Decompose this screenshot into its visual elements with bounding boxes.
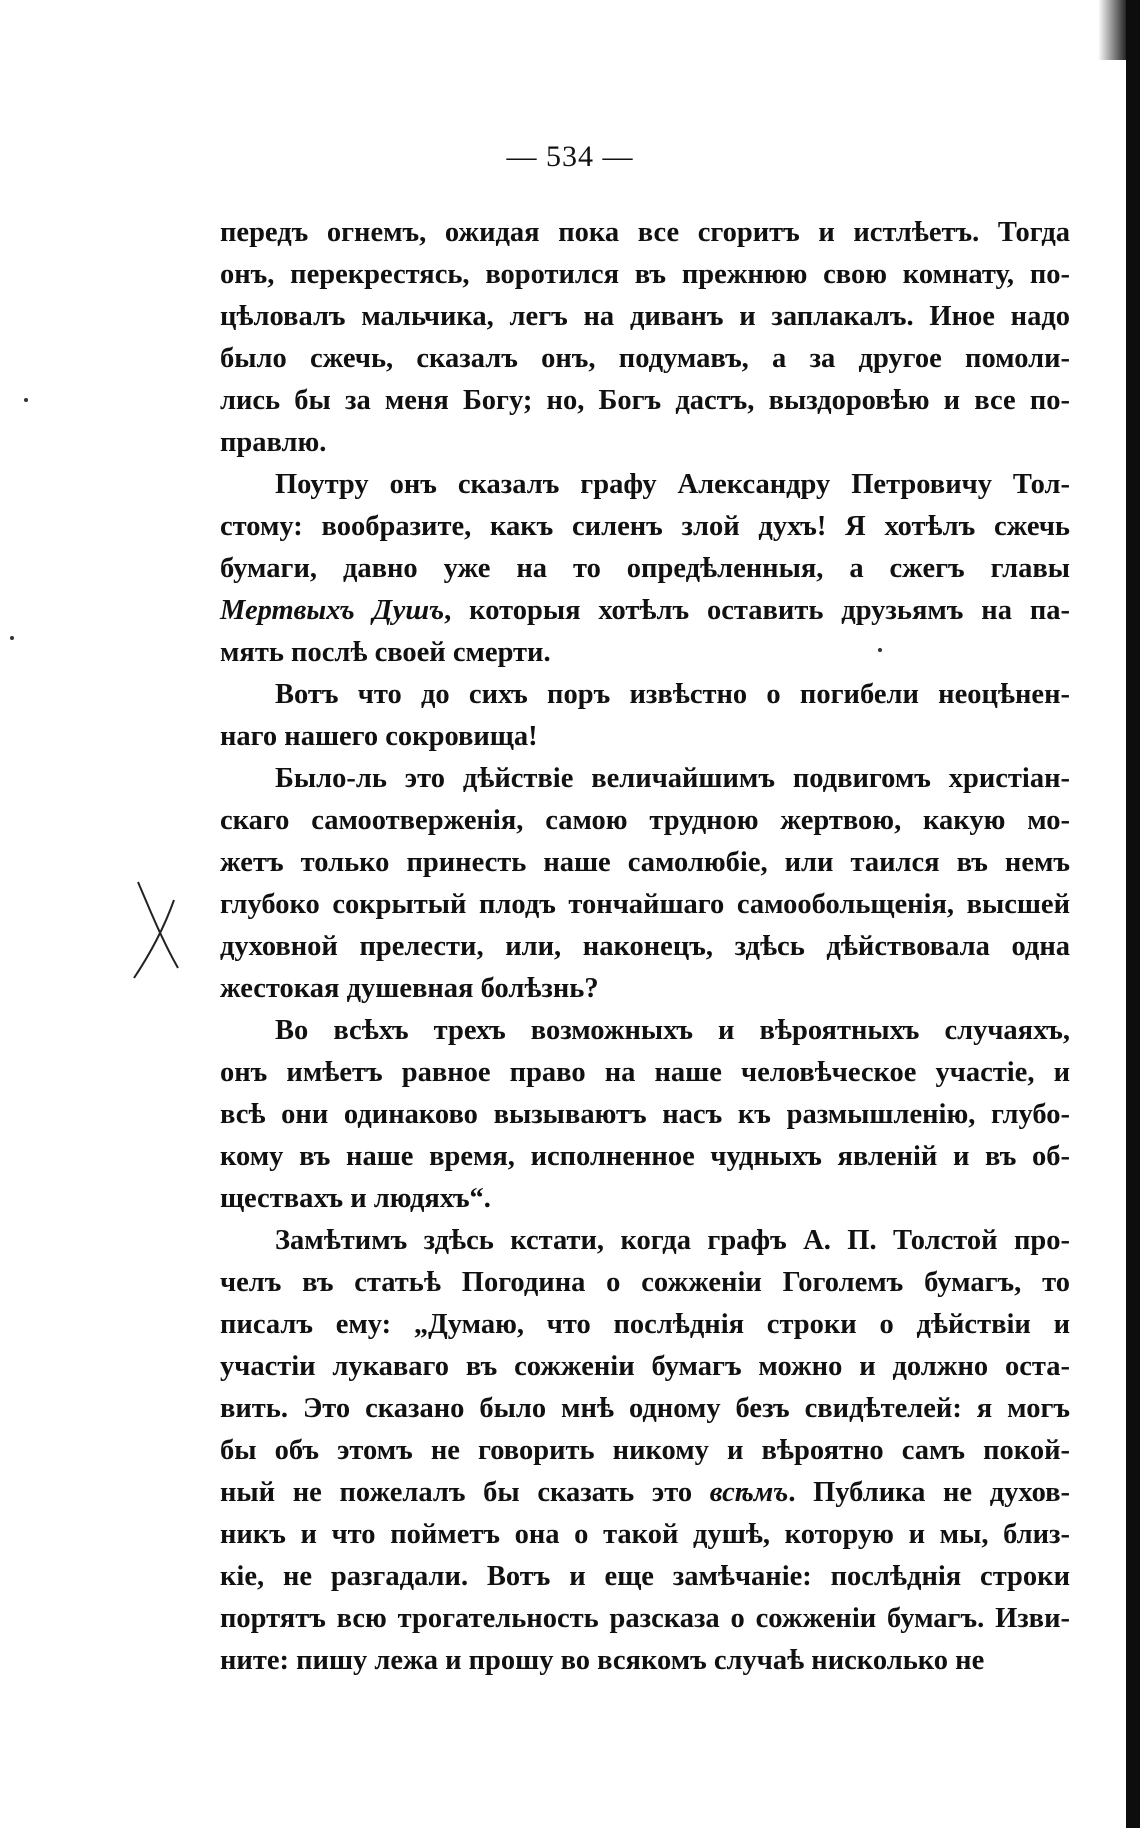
text-line: ществахъ и людяхъ“.: [220, 1183, 491, 1214]
scan-edge: [1126, 0, 1140, 1828]
text-line: бы объ этомъ не говорить никому и вѣроятно самъ покой-: [220, 1435, 1070, 1466]
text-line: глубоко сокрытый плодъ тончайшаго самообольщенія, высшей: [220, 889, 1070, 920]
text-line: онъ, перекрестясь, воротился въ прежнюю свою комнату, по-: [220, 259, 1070, 290]
text-line: духовной прелести, или, наконецъ, здѣсь дѣйствовала одна: [220, 931, 1070, 962]
speck: [878, 648, 882, 652]
page-number: — 534 —: [506, 140, 634, 173]
text-line: писалъ ему: „Думаю, что послѣднія строки о дѣйствіи и: [220, 1309, 1070, 1340]
paragraph: [220, 212, 1070, 464]
text-line: Вотъ что до сихъ поръ извѣстно о погибели неоцѣнен-: [275, 679, 1070, 710]
text-line: стому: вообразите, какъ силенъ злой духъ! Я хотѣлъ сжечь: [220, 511, 1070, 542]
text-line: Мертвыхъ Душъ, которыя хотѣлъ оставить друзьямъ на па-: [220, 595, 1070, 626]
text-line: Во всѣхъ трехъ возможныхъ и вѣроятныхъ случаяхъ,: [275, 1015, 1070, 1046]
text-line: челъ въ статьѣ Погодина о сожженіи Гоголемъ бумагъ, то: [220, 1267, 1070, 1298]
text-line: вить. Это сказано было мнѣ одному безъ свидѣтелей: я могъ: [220, 1393, 1070, 1424]
paragraph: [220, 1220, 1070, 1682]
text-line: скаго самоотверженія, самою трудною жертвою, какую мо-: [220, 805, 1070, 836]
text-line: кому въ наше время, исполненное чудныхъ явленій и въ об-: [220, 1141, 1070, 1172]
speck: [24, 398, 28, 402]
text-line: онъ имѣетъ равное право на наше человѣческое участіе, и: [220, 1057, 1070, 1088]
text-line: бумаги, давно уже на то опредѣленныя, а сжегъ главы: [220, 553, 1070, 584]
text-line: кіе, не разгадали. Вотъ и еще замѣчаніе: послѣднія строки: [220, 1561, 1070, 1592]
text-line: мять послѣ своей смерти.: [220, 637, 551, 668]
text-line: ните: пишу лежа и прошу во всякомъ случаѣ нисколько не: [220, 1645, 985, 1676]
text-line: жетъ только принесть наше самолюбіе, или таился въ немъ: [220, 847, 1070, 878]
text-line: наго нашего сокровища!: [220, 721, 538, 752]
text-line: участіи лукаваго въ сожженіи бумагъ можно и должно оста-: [220, 1351, 1070, 1382]
text-line: всѣ они одинаково вызываютъ насъ къ размышленію, глубо-: [220, 1099, 1070, 1130]
text-line: Замѣтимъ здѣсь кстати, когда графъ А. П. Толстой про-: [275, 1225, 1070, 1256]
paragraph: [220, 758, 1070, 1010]
text-line: Поутру онъ сказалъ графу Александру Петровичу Тол-: [275, 469, 1070, 500]
text-line: ный не пожелалъ бы сказать это всѣмъ. Публика не духов-: [220, 1477, 1070, 1508]
paragraph: [220, 674, 1070, 758]
text-line: никъ и что пойметъ она о такой душѣ, которую и мы, близ-: [220, 1519, 1070, 1550]
text-line: передъ огнемъ, ожидая пока все сгоритъ и истлѣетъ. Тогда: [220, 217, 1070, 248]
paragraph: [220, 1010, 1070, 1220]
text-line: портятъ всю трогательность разсказа о сожженіи бумагъ. Изви-: [220, 1603, 1070, 1634]
scan-edge-shadow: [1098, 0, 1126, 60]
text-line: было сжечь, сказалъ онъ, подумавъ, а за другое помоли-: [220, 343, 1070, 374]
speck: [10, 636, 14, 640]
text-line: цѣловалъ мальчика, легъ на диванъ и заплакалъ. Иное надо: [220, 301, 1070, 332]
text-line: Было-ль это дѣйствіе величайшимъ подвигомъ христіан-: [275, 763, 1070, 794]
text-line: жестокая душевная болѣзнь?: [220, 973, 599, 1004]
body-text: [220, 212, 1070, 1682]
text-line: правлю.: [220, 427, 327, 458]
paragraph: [220, 464, 1070, 674]
margin-cross-mark: [128, 870, 188, 980]
text-line: лись бы за меня Богу; но, Богъ дастъ, выздоровѣю и все по-: [220, 385, 1070, 416]
